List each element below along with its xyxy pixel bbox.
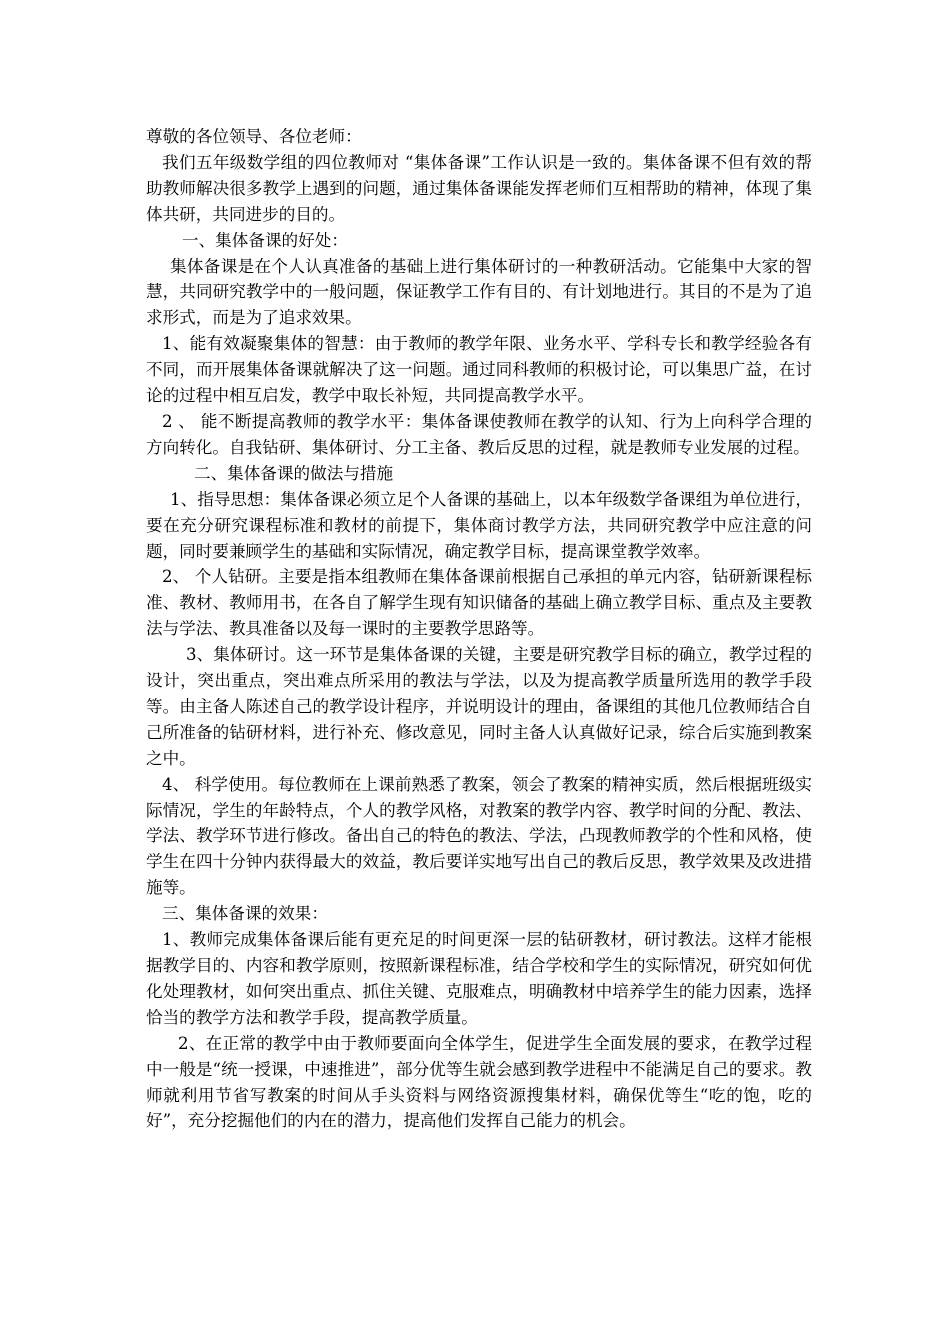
salutation: 尊敬的各位领导、各位老师：	[146, 127, 362, 146]
section2-item2: 2、 个人钻研。主要是指本组教师在集体备课前根据自己承担的单元内容，钻研新课程标准、教材、教师用书，在各自了解学生现有知识储备的基础上确立教学目标、重点及主要教法与学法、教具准备以及每一课时的主要教学思路等。	[146, 567, 812, 639]
section2-item3: 3、集体研讨。这一环节是集体备课的关键，主要是研究教学目标的确立，教学过程的设计，突出重点，突出难点所采用的教法与学法，以及为提高教学质量所选用的教学手段等。由主备人陈述自己的教学设计程序，并说明设计的理由，备课组的其他几位教师结合自己所准备的钻研材料，进行补充、修改意见，同时主备人认真做好记录，综合后实施到教案之中。	[146, 645, 812, 768]
section3-item1: 1、教师完成集体备课后能有更充足的时间更深一层的钻研教材，研讨教法。这样才能根据教学目的、内容和教学原则，按照新课程标准，结合学校和学生的实际情况，研究如何优化处理教材，如何突出重点、抓住关键、克服难点，明确教材中培养学生的能力因素，选择恰当的教学方法和教学手段，提高教学质量。	[146, 930, 812, 1027]
intro-paragraph: 我们五年级数学组的四位教师对 “集体备课”工作认识是一致的。集体备课不但有效的帮助教师解决很多教学上遇到的问题，通过集体备课能发挥老师们互相帮助的精神，体现了集体共研，共同进步的目的。	[146, 152, 812, 224]
section3-item2: 2、在正常的教学中由于教师要面向全体学生，促进学生全面发展的要求，在教学过程中一般是“统一授课，中速推进”，部分优等生就会感到教学进程中不能满足自己的要求。教师就利用节省写教案的时间从手头资料与网络资源搜集材料，确保优等生“吃的饱，吃的好”，充分挖掘他们的内在的潜力，提高他们发挥自己能力的机会。	[146, 1033, 812, 1131]
section2-heading: 二、集体备课的做法与措施	[194, 463, 394, 483]
section1-item2: 2 、 能不断提高教师的教学水平：集体备课使教师在教学的认知、行为上向科学合理的方向转化。自我钻研、集体研讨、分工主备、教后反思的过程，就是教师专业发展的过程。	[146, 411, 812, 457]
section1-heading: 一、集体备课的好处：	[182, 230, 348, 250]
section1-item1: 1、能有效凝聚集体的智慧：由于教师的教学年限、业务水平、学科专长和教学经验各有不同，而开展集体备课就解决了这一问题。通过同科教师的积极讨论，可以集思广益，在讨论的过程中相互启发，教学中取长补短，共同提高教学水平。	[146, 334, 812, 406]
section2-item1: 1、指导思想：集体备课必须立足个人备课的基础上，以本年级数学备课组为单位进行，要在充分研究课程标准和教材的前提下，集体商讨教学方法，共同研究教学中应注意的问题，同时要兼顾学生的基础和实际情况，确定教学目标，提高课堂教学效率。	[146, 489, 812, 561]
document-body	[146, 124, 812, 1134]
section3-heading: 三、集体备课的效果：	[162, 904, 328, 924]
section1-intro: 集体备课是在个人认真准备的基础上进行集体研讨的一种教研活动。它能集中大家的智慧，共同研究教学中的一般问题，保证教学工作有目的、有计划地进行。其目的不是为了追求形式，而是为了追求效果。	[146, 256, 812, 328]
section2-item4: 4、 科学使用。每位教师在上课前熟悉了教案，领会了教案的精神实质，然后根据班级实际情况，学生的年龄特点，个人的教学风格，对教案的教学内容、教学时间的分配、教法、学法、教学环节进行修改。备出自己的特色的教法、学法，凸现教师教学的个性和风格，使学生在四十分钟内获得最大的效益，教后要详实地写出自己的教后反思，教学效果及改进措施等。	[146, 774, 812, 898]
